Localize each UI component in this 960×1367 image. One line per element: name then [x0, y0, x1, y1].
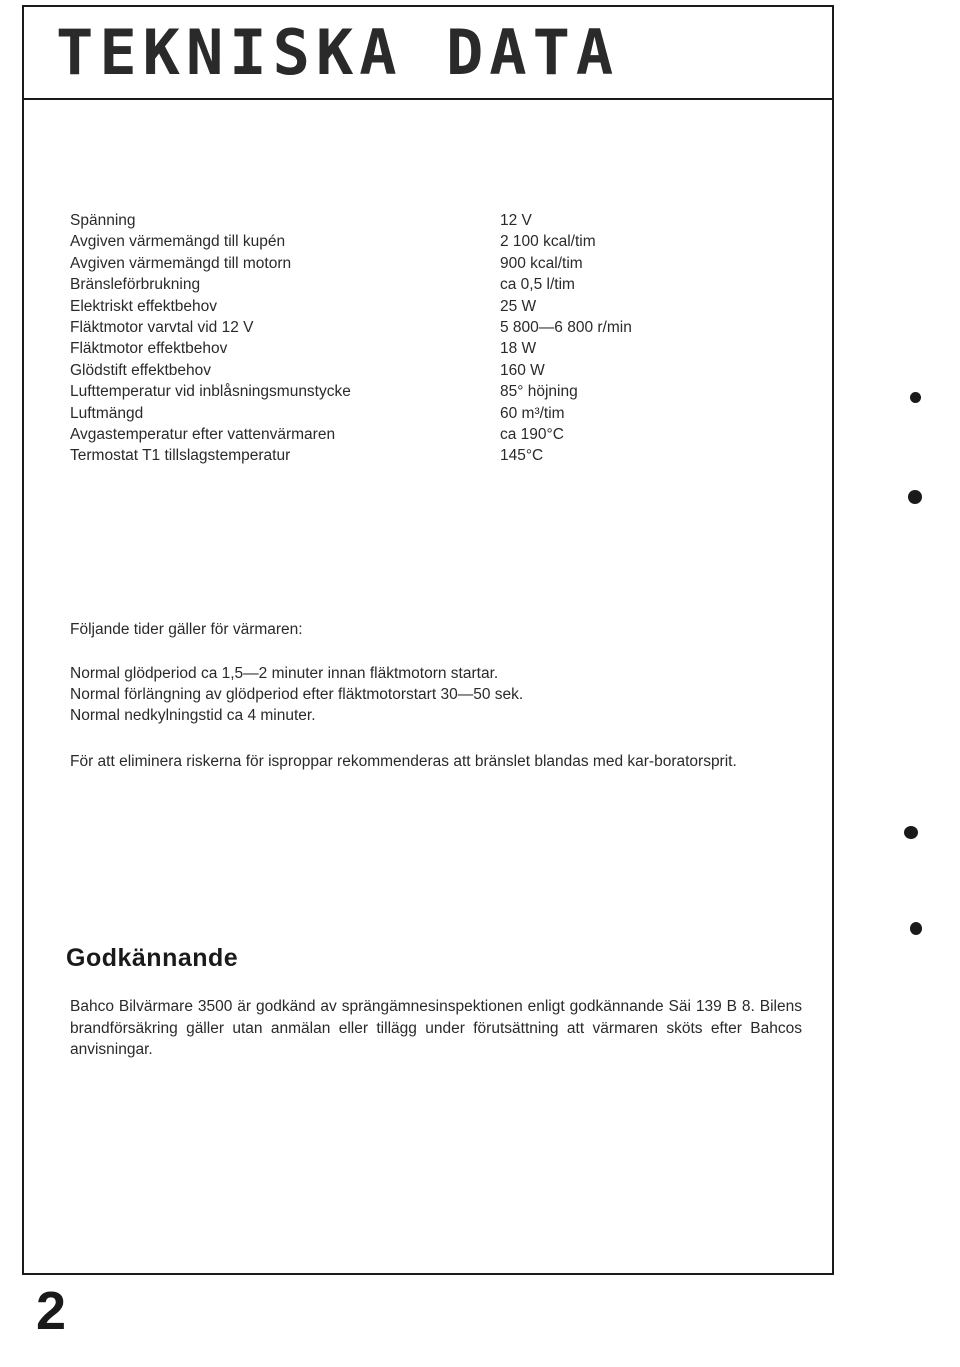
spec-value: ca 0,5 l/tim	[500, 276, 575, 294]
spec-value: 25 W	[500, 297, 537, 315]
spec-value: 60 m³/tim	[500, 404, 565, 422]
spec-row	[70, 360, 770, 381]
spec-label: Fläktmotor varvtal vid 12 V	[70, 318, 254, 336]
ink-smudge	[908, 490, 922, 504]
spec-label: Elektriskt effektbehov	[70, 297, 218, 315]
spec-label: Avgiven värmemängd till motorn	[70, 254, 292, 272]
spec-value: 5 800—6 800 r/min	[500, 318, 632, 336]
spec-label: Luftmängd	[70, 404, 144, 422]
spec-row	[70, 210, 770, 231]
approval-heading: Godkännande	[66, 944, 239, 972]
page-frame	[22, 5, 834, 1275]
ink-smudge	[904, 826, 918, 839]
spec-value: 85° höjning	[500, 383, 578, 401]
spec-label: Fläktmotor effektbehov	[70, 340, 228, 358]
page-title: TEKNISKA DATA	[56, 16, 620, 89]
spec-row	[70, 274, 770, 295]
spec-label: Termostat T1 tillslagstemperatur	[70, 447, 291, 465]
footer-rule	[22, 1273, 834, 1275]
spec-table	[70, 210, 770, 467]
spec-value: 900 kcal/tim	[500, 254, 583, 272]
times-intro: Följande tider gäller för värmaren:	[70, 621, 303, 638]
times-line-1: Normal glödperiod ca 1,5—2 minuter innan fläktmotorn startar.	[70, 665, 499, 682]
spec-label: Spänning	[70, 212, 136, 229]
spec-value: 160 W	[500, 361, 545, 379]
spec-value: ca 190°C	[500, 425, 564, 443]
spec-row	[70, 317, 770, 338]
spec-value: 12 V	[500, 212, 532, 229]
spec-label: Avgastemperatur efter vattenvärmaren	[70, 425, 336, 443]
spec-value: 145°C	[500, 447, 544, 465]
spec-row	[70, 253, 770, 274]
spec-value: 2 100 kcal/tim	[500, 233, 596, 251]
spec-row	[70, 445, 770, 466]
spec-label: Lufttemperatur vid inblåsningsmunstycke	[70, 383, 351, 401]
spec-row	[70, 424, 770, 445]
fuel-note	[70, 751, 802, 773]
spec-label: Avgiven värmemängd till kupén	[70, 233, 286, 251]
spec-label: Bränsleförbrukning	[70, 276, 201, 294]
spec-value: 18 W	[500, 340, 537, 358]
times-line-2: Normal förlängning av glödperiod efter fläktmotorstart 30—50 sek.	[70, 686, 524, 703]
page-number: 2	[36, 1281, 67, 1341]
ink-smudge	[910, 922, 922, 935]
spec-label: Glödstift effektbehov	[70, 361, 212, 379]
ink-smudge	[910, 392, 921, 403]
spec-row	[70, 296, 770, 317]
spec-row	[70, 381, 770, 402]
times-line-3: Normal nedkylningstid ca 4 minuter.	[70, 707, 316, 724]
spec-row	[70, 403, 770, 424]
spec-row	[70, 338, 770, 359]
approval-text: Bahco Bilvärmare 3500 är godkänd av sprängämnesinspektionen enligt godkännande Säi 139 B 8. Bilens brandförsäkring gäller utan anmälan eller tillägg under förutsättning att värmaren sköts efter Bahcos anvisningar.	[70, 998, 802, 1058]
spec-row	[70, 231, 770, 252]
fuel-note-text: För att eliminera riskerna för isproppar rekommenderas att bränslet blandas med kar-boratorsprit.	[70, 753, 737, 770]
